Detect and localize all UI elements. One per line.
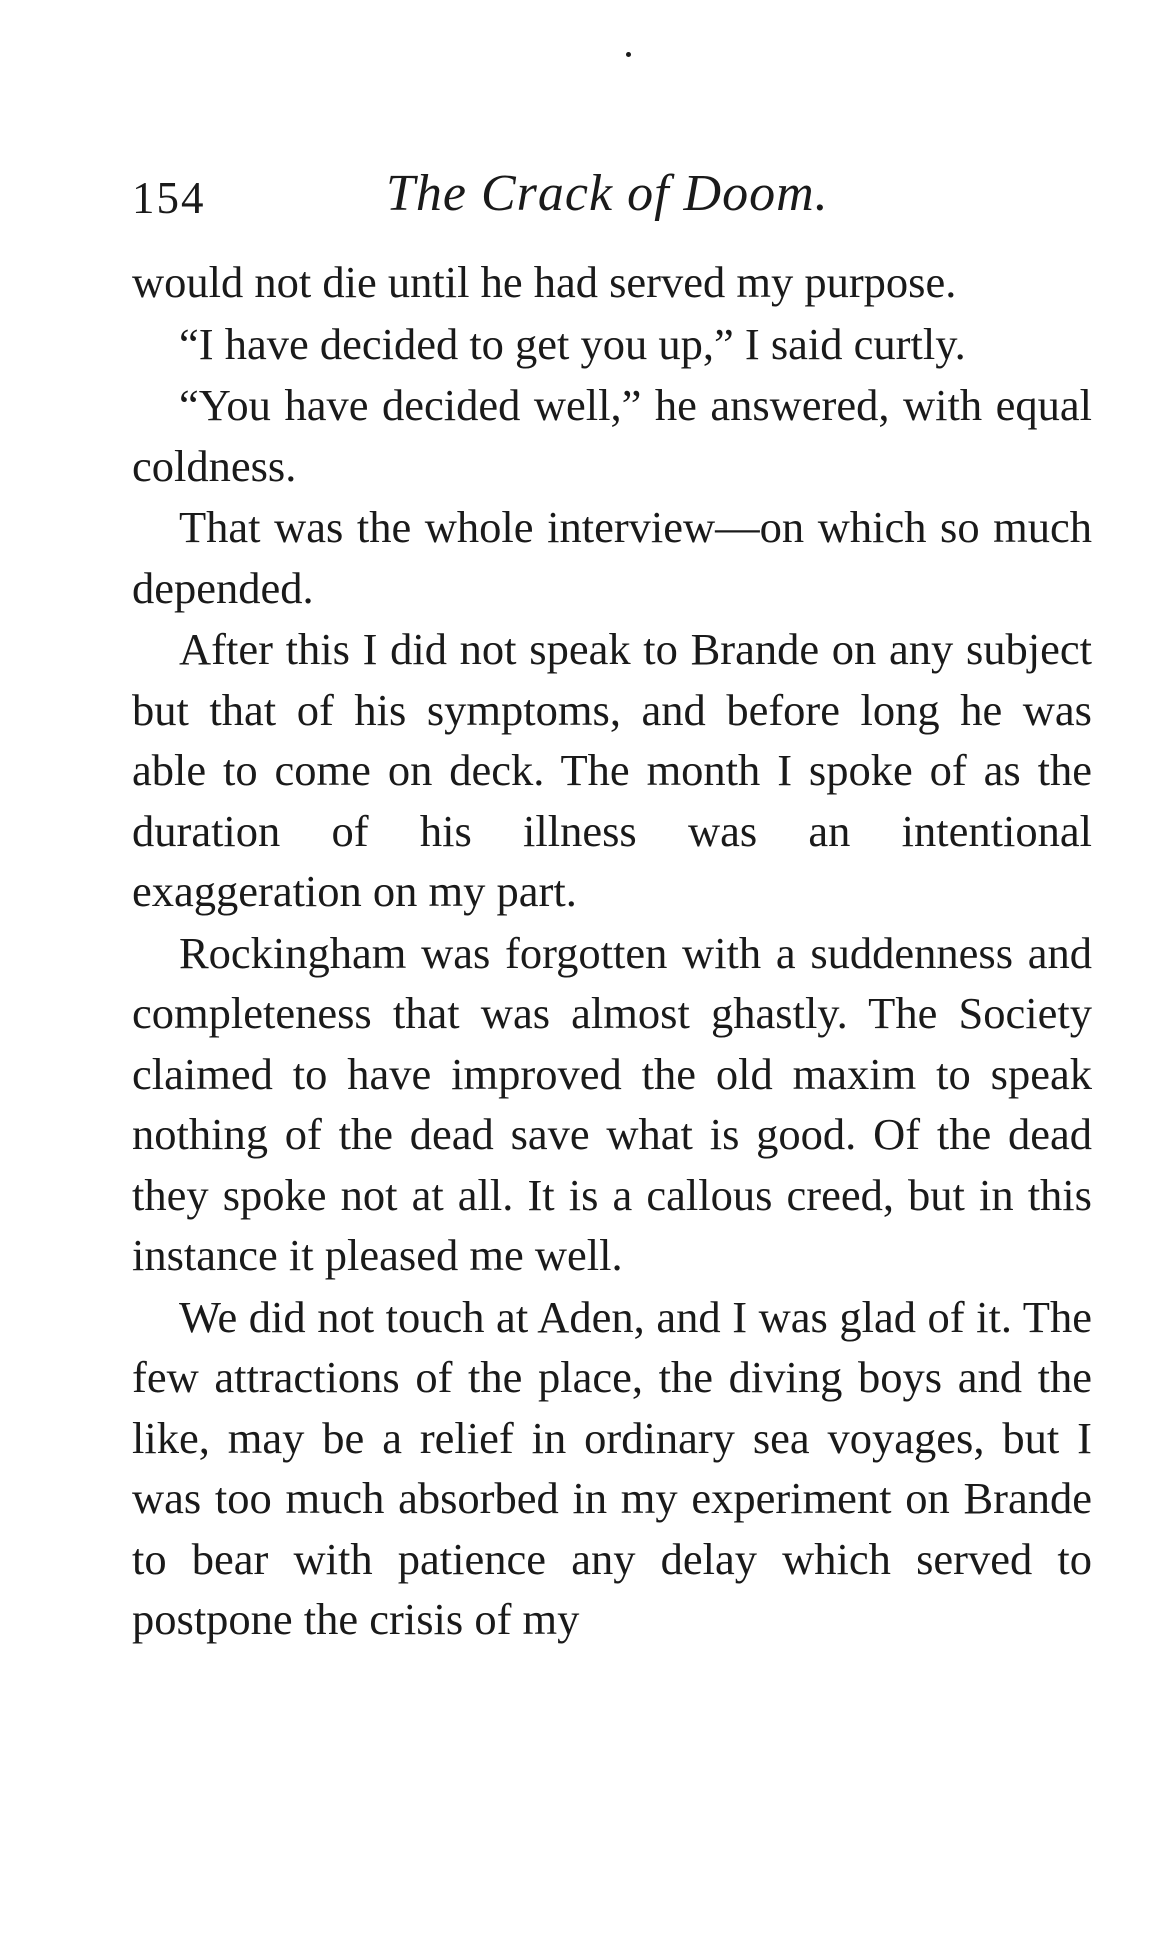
paragraph-symptoms: After this I did not speak to Brande on any subject but that of his symptoms, and before long he was able to come on deck. The month I spoke of as the duration of his illness was an intentional exaggeration on my part. — [132, 624, 1092, 916]
running-title: The Crack of Doom. — [386, 165, 829, 222]
paragraph-aden: We did not touch at Aden, and I was glad of it. The few attractions of the place, the diving boys and the like, may be a relief in ordinary sea voyages, but I was too much absorbed in my experiment on Brande to bear with patience any delay which served to postpone the crisis of my — [132, 1291, 1092, 1644]
body-text — [132, 252, 1092, 1651]
paragraph-rockingham: Rockingham was forgotten with a suddenness and completeness that was almost ghastly. The Society claimed to have improved the old maxim to speak nothing of the dead save what is good. Of the dead they spoke not at all. It is a callous creed, but in this instance it pleased me well. — [132, 927, 1092, 1280]
paragraph-continuation: would not die until he had served my purpose. — [132, 257, 957, 307]
page-header — [132, 164, 1092, 224]
page-number: 154 — [132, 173, 206, 223]
paragraph-interview: That was the whole interview—on which so much depended. — [132, 502, 1092, 613]
paragraph-dialogue-1: “I have decided to get you up,” I said curtly. — [179, 318, 966, 369]
print-speck — [626, 52, 631, 57]
paragraph-dialogue-2: “You have decided well,” he answered, with equal coldness. — [132, 380, 1092, 491]
